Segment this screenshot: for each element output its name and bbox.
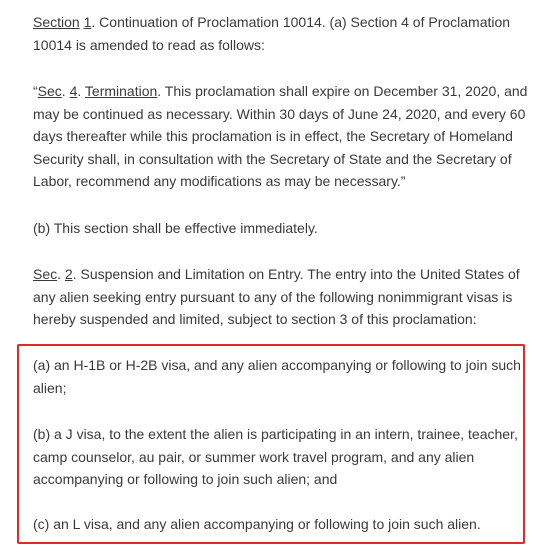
section-1-line-1-text: . Continuation of Proclamation 10014. (a) Section 4 of Proclamation: [91, 14, 511, 30]
section-1-paragraph: [33, 11, 528, 56]
quote-line-4: Security shall, in consultation with the Secretary of State and the Secretary of: [33, 150, 512, 167]
list-item-c-line-1: (c) an L visa, and any alien accompanying or following to join such alien.: [33, 516, 481, 532]
section-2-line-1: Sec. 2. Suspension and Limitation on Entry. The entry into the United States of: [33, 266, 520, 282]
section-2-paragraph: [33, 263, 528, 331]
section-2-heading-word: Sec: [33, 266, 58, 282]
quote-sec-word: Sec: [37, 83, 62, 99]
list-item-b: [33, 423, 528, 491]
quote-title: Termination: [84, 83, 158, 99]
quote-sec-number: 4: [69, 83, 78, 99]
list-item-a-line-1: (a) an H-1B or H-2B visa, and any alien accompanying or following to join such: [33, 357, 521, 373]
quote-line-1-text: . This proclamation shall expire on December 31, 2020, and: [157, 83, 528, 99]
quote-open-mark: “: [33, 83, 38, 99]
list-item-b-line-1: (b) a J visa, to the extent the alien is participating in an intern, trainee, teacher,: [33, 426, 518, 442]
quote-line-1: [33, 80, 528, 103]
section-2-line-2: any alien seeking entry pursuant to any of the following nonimmigrant visas is: [33, 288, 513, 305]
quote-line-2: may be continued as necessary. Within 30 days of June 24, 2020, and every 60: [33, 105, 526, 122]
quoted-section-4-paragraph: [33, 80, 528, 193]
list-item-b-line-3: accompanying or following to join such alien; and: [33, 471, 338, 487]
quote-line-3: days thereafter while this proclamation is in effect, the Secretary of Homeland: [33, 128, 513, 144]
quote-separator: .: [77, 83, 85, 99]
list-item-b-line-2: camp counselor, au pair, or summer work travel program, and any alien: [33, 448, 475, 465]
subsection-b-text: (b) This section shall be effective immediately.: [33, 220, 318, 236]
section-1-heading-word: Section: [33, 14, 80, 30]
quote-separator: .: [61, 83, 70, 99]
list-item-c: [33, 513, 528, 536]
section-1-line-1: [33, 11, 528, 34]
section-1-heading-number: 1: [83, 14, 92, 30]
section-2-line-3: hereby suspended and limited, subject to section 3 of this proclamation:: [33, 311, 477, 327]
section-2-heading-number: 2: [64, 266, 73, 282]
section-2-line-1-text: . Suspension and Limitation on Entry. The entry into the United States of: [72, 266, 520, 282]
section-1-line-2: 10014 is amended to read as follows:: [33, 36, 265, 53]
subsection-b-paragraph: [33, 217, 528, 240]
list-item-a-line-2: alien;: [33, 379, 67, 396]
list-item-a: [33, 354, 528, 399]
quote-line-5: Labor, recommend any modifications as may be necessary.”: [33, 173, 406, 189]
